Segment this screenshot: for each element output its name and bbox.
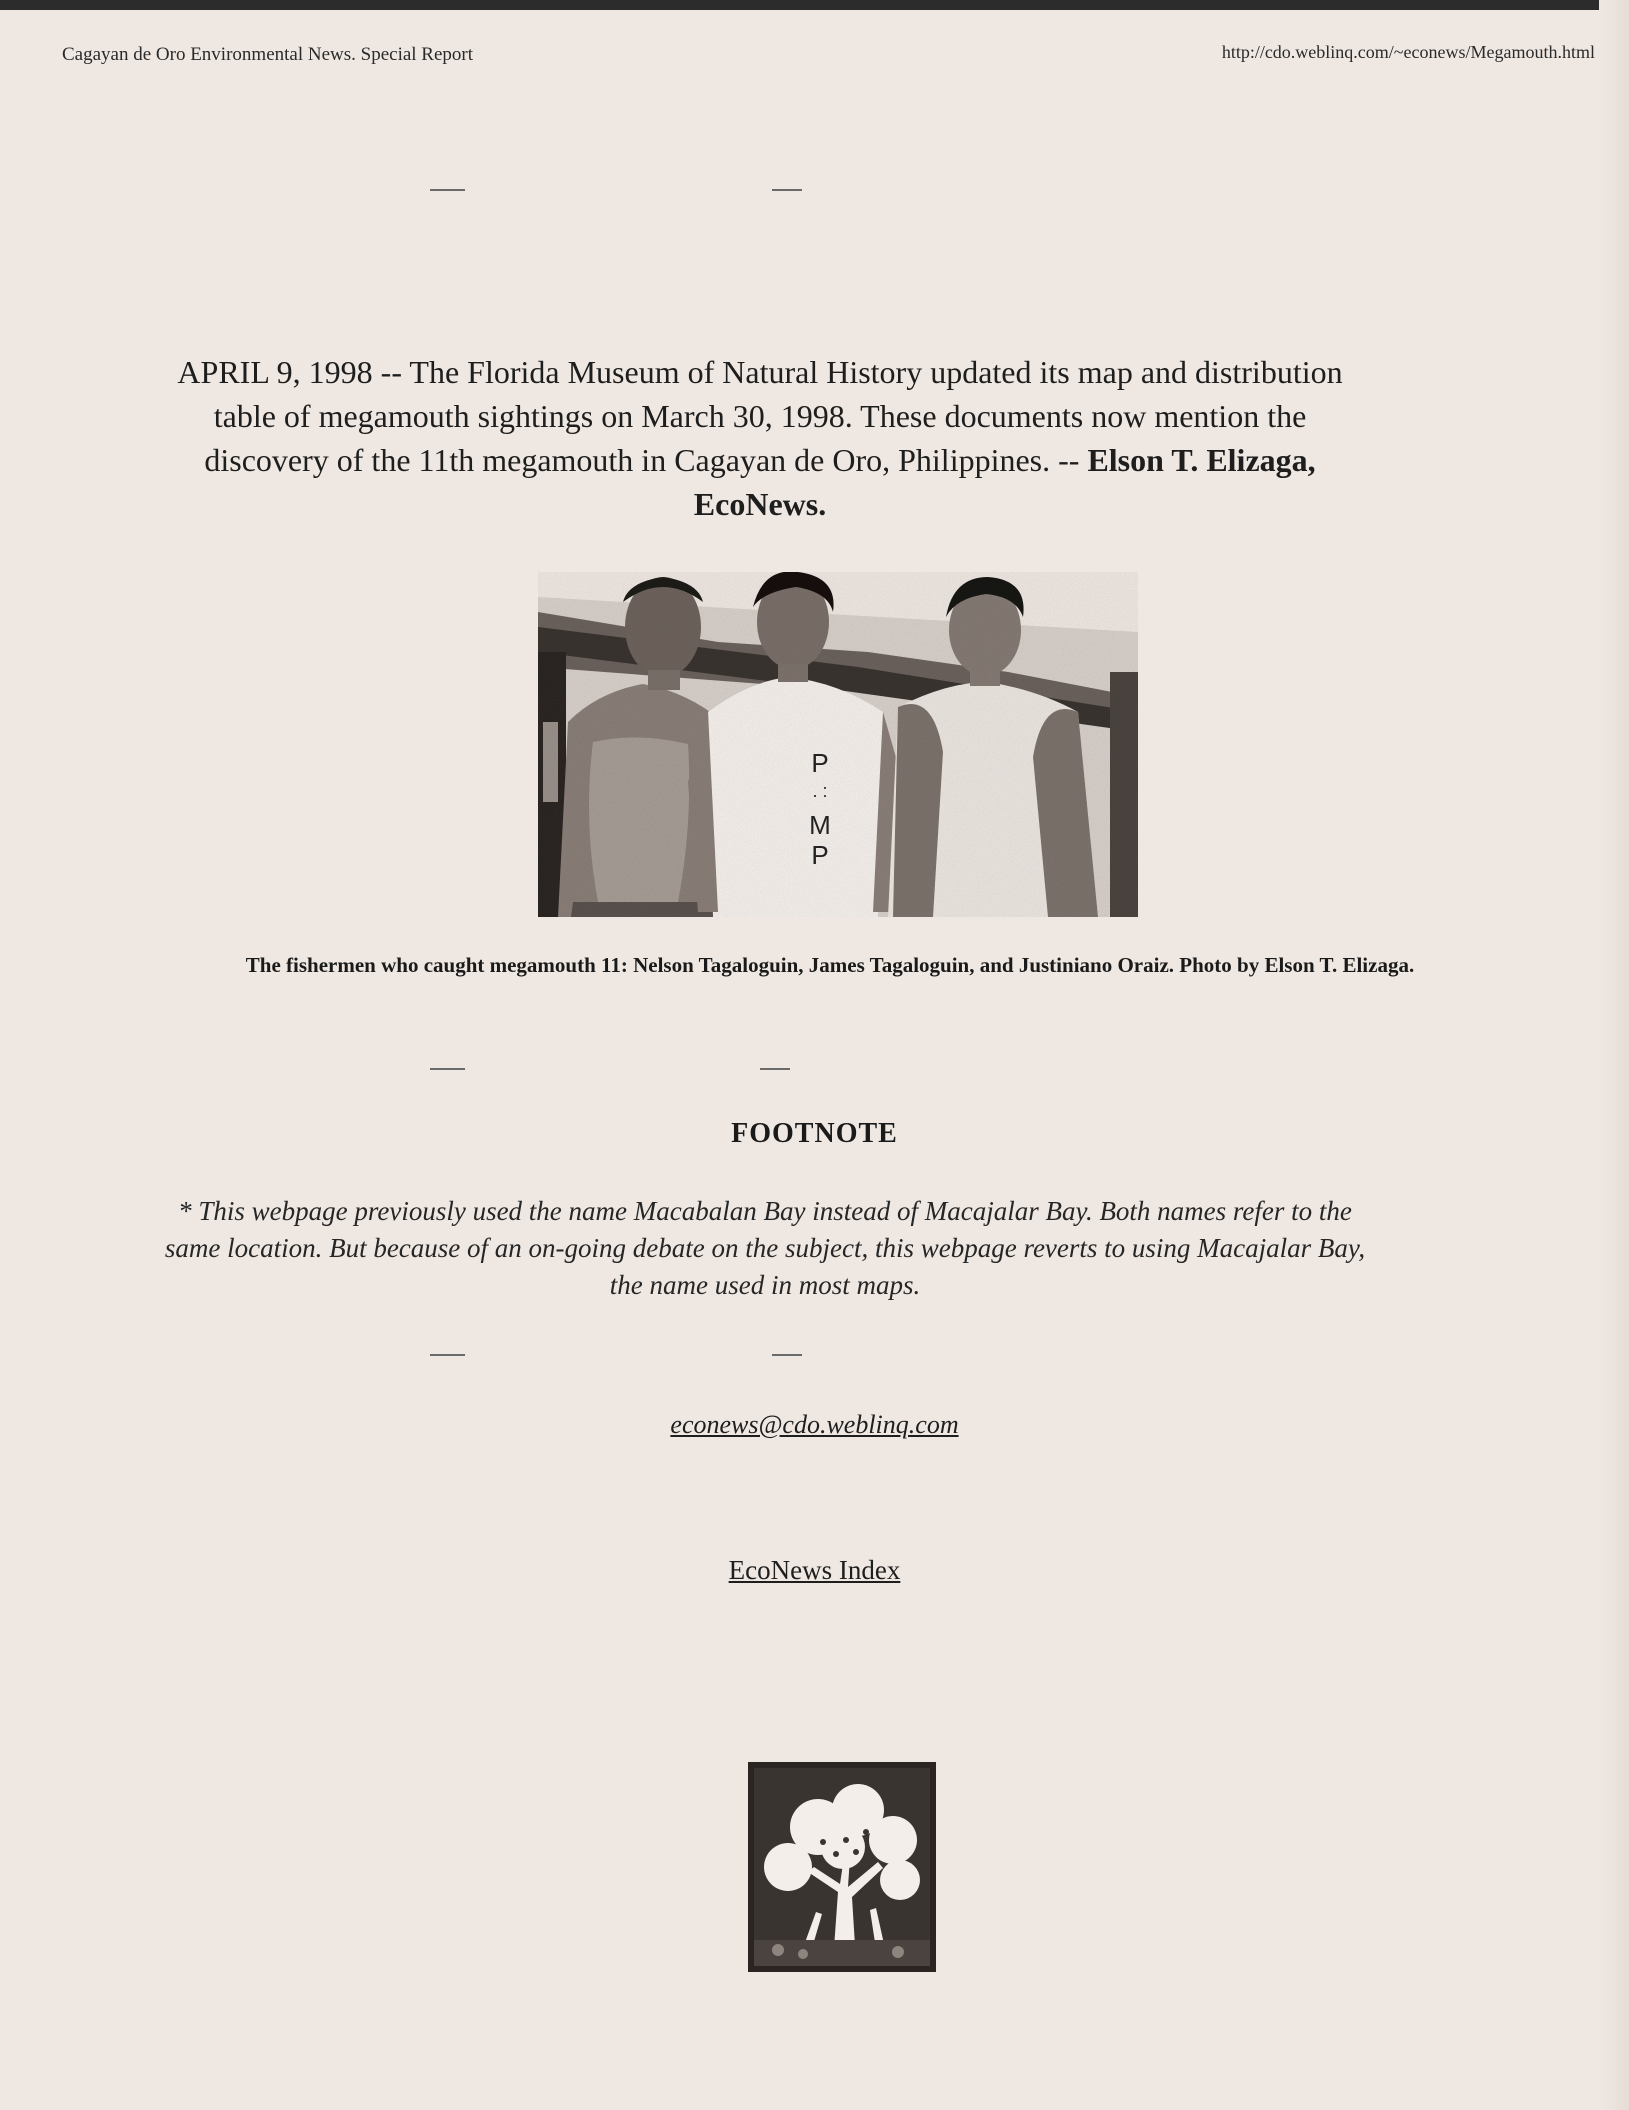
tree-logo-icon[interactable] <box>748 1762 936 1972</box>
shirt-letter-3: M <box>809 810 831 840</box>
divider-2 <box>430 1063 810 1075</box>
divider-3 <box>430 1349 810 1361</box>
page-title-header: Cagayan de Oro Environmental News. Special Report <box>62 44 474 65</box>
byline: Elson T. Elizaga, EcoNews. <box>693 442 1316 522</box>
email-line <box>0 1410 1629 1440</box>
lead-text: APRIL 9, 1998 -- The Florida Museum of Natural History updated its map and distribution table of megamouth sightings on March 30, 1998. These documents now mention the discovery of the 11th megamouth in Cagayan de Oro, Philippines. -- <box>177 354 1343 478</box>
footnote-heading: FOOTNOTE <box>731 1118 898 1149</box>
scan-edge-right <box>1599 0 1629 2110</box>
photo-caption: The fishermen who caught megamouth 11: Nelson Tagaloguin, James Tagaloguin, and Justiniano Oraiz. Photo by Elson T. Elizaga. <box>245 953 1415 977</box>
footnote-body: * This webpage previously used the name Macabalan Bay instead of Macajalar Bay. Both names refer to the same location. But because of an on-going debate on the subject, this webpage reverts to using Macajalar Bay, the name used in most maps. <box>164 1196 1366 1300</box>
fishermen-photo <box>538 572 1138 917</box>
divider-1 <box>430 184 810 196</box>
scan-edge-top <box>0 0 1629 10</box>
index-line <box>0 1555 1629 1586</box>
lead-paragraph <box>150 350 1370 526</box>
shirt-letter-1: P <box>811 748 829 778</box>
econews-index-link[interactable]: EcoNews Index <box>728 1555 901 1585</box>
page-url-header: http://cdo.weblinq.com/~econews/Megamouth.html <box>1221 42 1595 62</box>
shirt-letter-4: P <box>811 840 829 870</box>
shirt-letter-2: . : <box>812 781 828 801</box>
email-link[interactable]: econews@cdo.weblinq.com <box>670 1410 959 1439</box>
